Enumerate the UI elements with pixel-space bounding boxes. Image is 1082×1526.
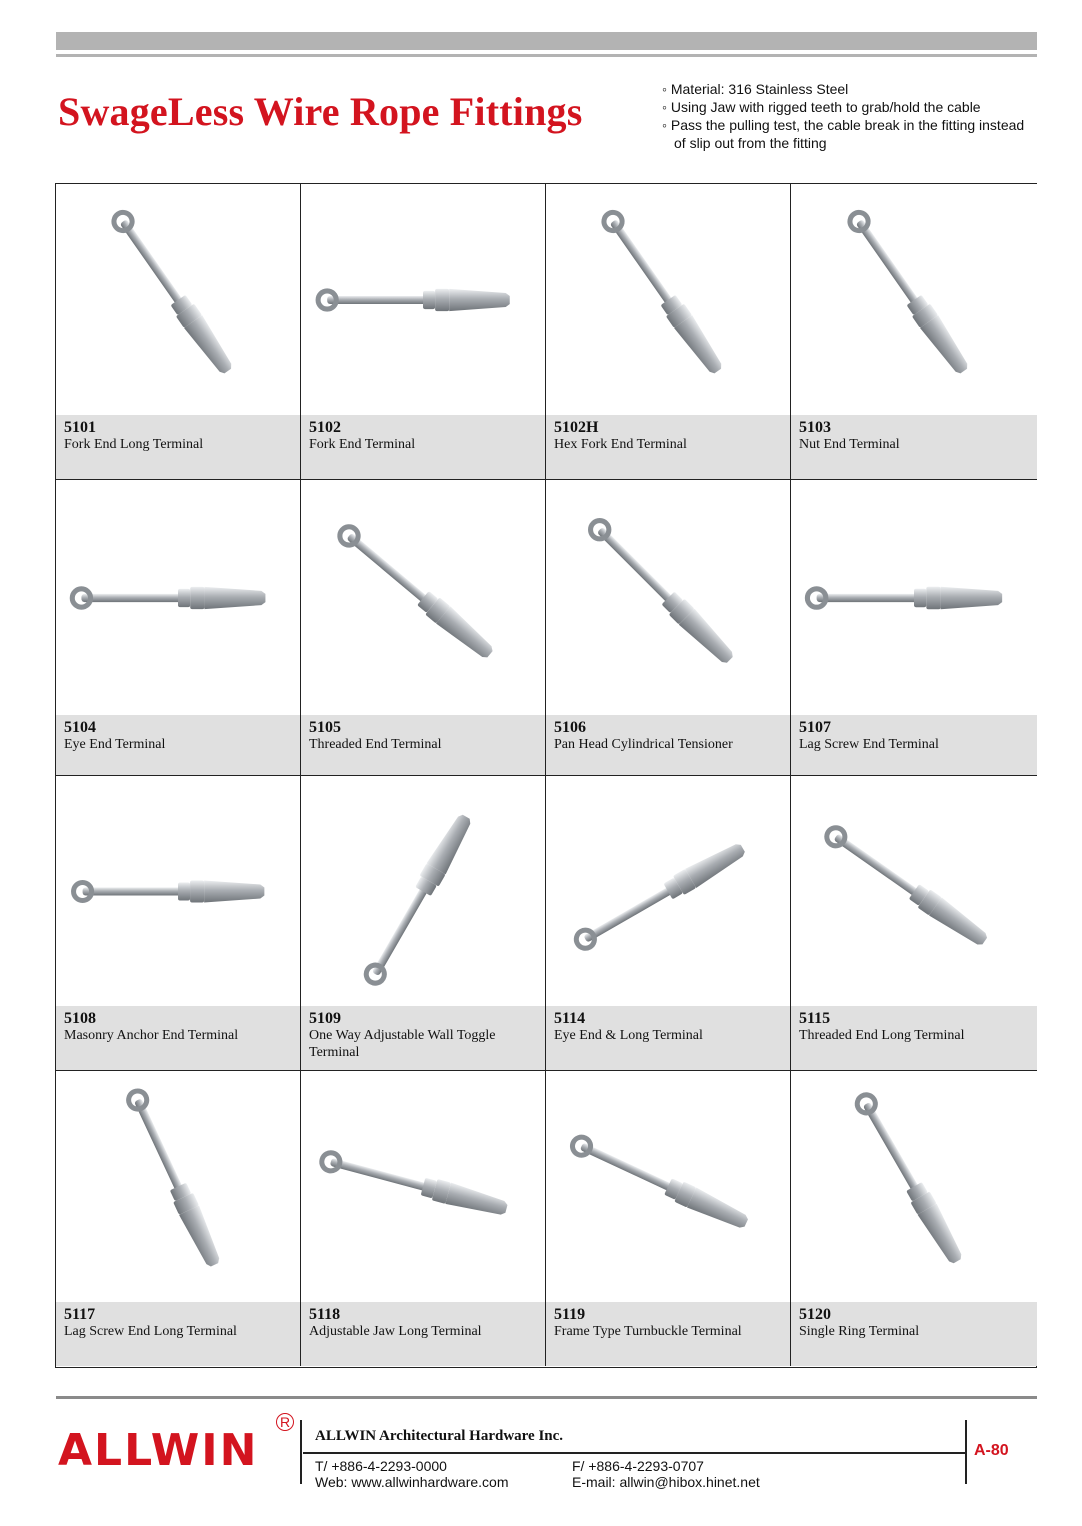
product-card [56, 184, 301, 480]
product-name: Fork End Terminal [309, 437, 416, 452]
product-caption [56, 715, 300, 775]
product-caption [56, 1006, 300, 1070]
product-image [791, 184, 1037, 417]
product-image [546, 184, 790, 417]
feature-item: ◦ Pass the pulling test, the cable break in the fitting instead [662, 117, 1025, 133]
product-name: Eye End Terminal [64, 737, 166, 752]
page-title: SwageLess Wire Rope Fittings [58, 89, 583, 134]
product-name: Threaded End Long Terminal [799, 1028, 965, 1043]
product-name: Hex Fork End Terminal [554, 437, 687, 452]
page-number: A-80 [974, 1442, 1009, 1459]
product-image [301, 184, 545, 417]
product-card [301, 1071, 546, 1366]
product-code: 5115 [799, 1010, 831, 1027]
product-image [546, 480, 790, 717]
footer-underline [303, 1452, 967, 1454]
product-code: 5102H [554, 419, 599, 436]
product-code: 5101 [64, 419, 96, 436]
footer-rule [56, 1396, 1037, 1399]
product-name: Eye End & Long Terminal [554, 1028, 703, 1043]
product-caption [301, 415, 545, 479]
product-image [56, 776, 300, 1008]
product-image [791, 776, 1037, 1008]
product-name: Lag Screw End Terminal [799, 737, 939, 752]
product-code: 5114 [554, 1010, 586, 1027]
product-caption [301, 1302, 545, 1366]
registered-mark: R [276, 1413, 294, 1431]
product-name: One Way Adjustable Wall Toggle Terminal [309, 1028, 496, 1060]
product-name: Single Ring Terminal [799, 1324, 920, 1339]
feature-list [662, 80, 1024, 152]
product-name: Threaded End Terminal [309, 737, 442, 752]
feature-item-continuation: of slip out from the fitting [674, 135, 827, 151]
product-caption [56, 1302, 300, 1366]
product-caption [56, 415, 300, 479]
product-image [546, 776, 790, 1008]
product-card [546, 776, 791, 1071]
product-card [546, 1071, 791, 1366]
product-name: Frame Type Turnbuckle Terminal [554, 1324, 742, 1339]
product-caption [791, 1006, 1037, 1070]
product-code: 5105 [309, 719, 341, 736]
product-image [546, 1071, 790, 1303]
allwin-logo: ALLWIN [58, 1425, 259, 1476]
product-name: Fork End Long Terminal [64, 437, 204, 452]
product-card [546, 480, 791, 776]
product-code: 5107 [799, 719, 831, 736]
website: Web: www.allwinhardware.com [315, 1474, 509, 1490]
product-code: 5120 [799, 1306, 831, 1323]
product-card [56, 776, 301, 1071]
product-code: 5108 [64, 1010, 96, 1027]
product-code: 5109 [309, 1010, 341, 1027]
product-caption [791, 715, 1037, 775]
footer-divider [300, 1420, 302, 1484]
product-image [791, 480, 1037, 717]
product-card [301, 480, 546, 776]
product-name: Lag Screw End Long Terminal [64, 1324, 237, 1339]
product-image [56, 184, 300, 417]
product-card [301, 776, 546, 1071]
product-name: Nut End Terminal [799, 437, 900, 452]
product-image [791, 1071, 1037, 1303]
feature-item: ◦ Material: 316 Stainless Steel [662, 81, 849, 97]
product-caption [546, 1302, 790, 1366]
header-rule [56, 54, 1037, 57]
product-card [791, 776, 1037, 1071]
product-name: Adjustable Jaw Long Terminal [309, 1324, 482, 1339]
product-card [791, 480, 1037, 776]
product-card [301, 184, 546, 480]
product-image [56, 1071, 300, 1303]
product-caption [546, 1006, 790, 1070]
product-code: 5102 [309, 419, 341, 436]
product-code: 5103 [799, 419, 831, 436]
feature-item: ◦ Using Jaw with rigged teeth to grab/hold the cable [662, 99, 981, 115]
product-card [56, 1071, 301, 1366]
product-image [56, 480, 300, 717]
product-grid [55, 183, 1037, 1368]
product-code: 5117 [64, 1306, 96, 1323]
product-image [301, 1071, 545, 1303]
product-card [546, 184, 791, 480]
footer-divider [965, 1420, 967, 1484]
product-caption [791, 1302, 1037, 1366]
fax-number: F/ +886-4-2293-0707 [572, 1458, 704, 1474]
company-name: ALLWIN Architectural Hardware Inc. [315, 1428, 564, 1444]
product-code: 5106 [554, 719, 586, 736]
product-image [301, 776, 545, 1008]
product-caption [301, 715, 545, 775]
product-image [301, 480, 545, 717]
product-caption [301, 1006, 545, 1070]
email-address: E-mail: allwin@hibox.hinet.net [572, 1474, 760, 1490]
product-code: 5119 [554, 1306, 586, 1323]
product-caption [791, 415, 1037, 479]
product-card [791, 184, 1037, 480]
product-caption [546, 715, 790, 775]
product-name: Masonry Anchor End Terminal [64, 1028, 239, 1043]
header-bar [56, 32, 1037, 50]
product-caption [546, 415, 790, 479]
product-card [791, 1071, 1037, 1366]
product-code: 5104 [64, 719, 96, 736]
phone-number: T/ +886-4-2293-0000 [315, 1458, 447, 1474]
product-code: 5118 [309, 1306, 341, 1323]
product-name: Pan Head Cylindrical Tensioner [554, 737, 733, 752]
product-card [56, 480, 301, 776]
